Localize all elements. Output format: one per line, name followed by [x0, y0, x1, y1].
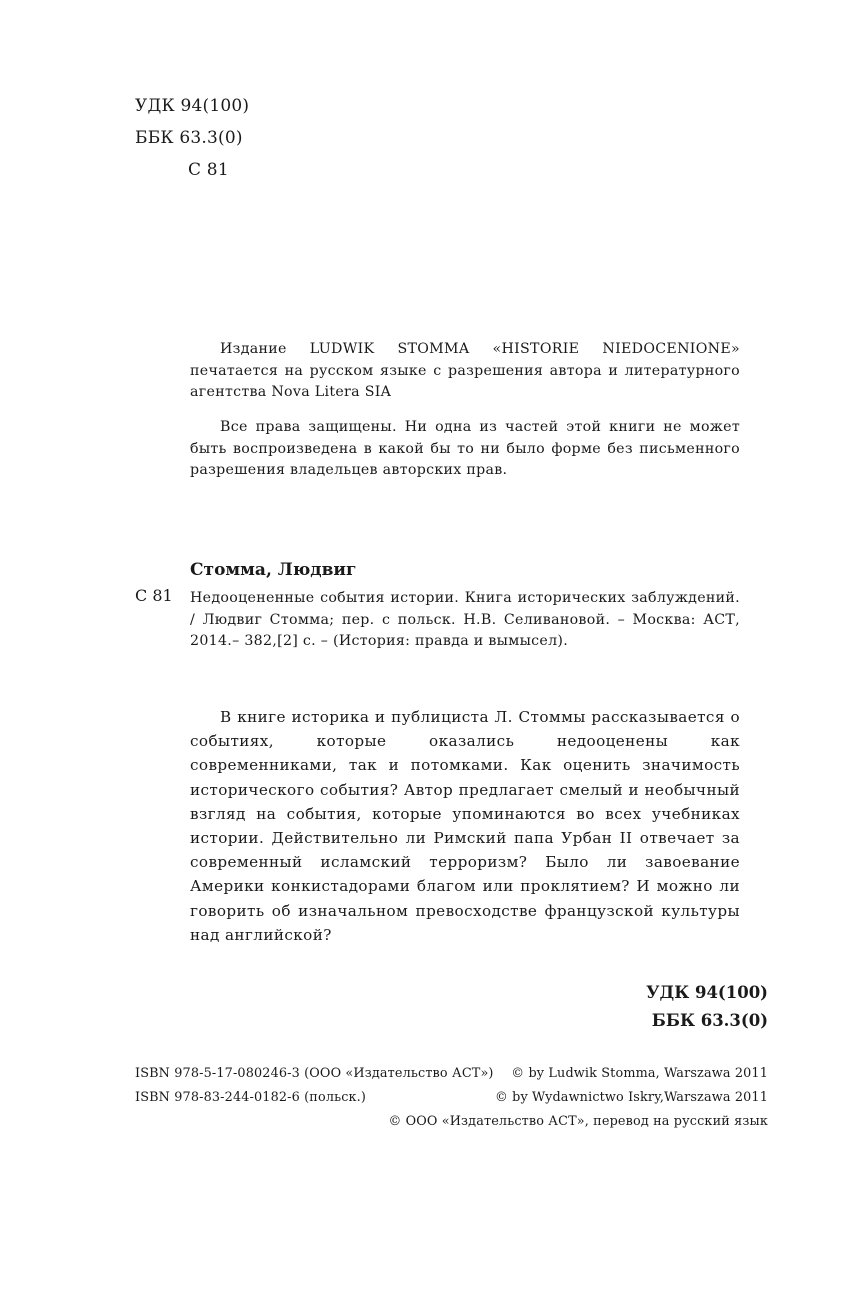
- edition-note: Издание LUDWIK STOMMA «HISTORIE NIEDOCENIONE» печатается на русском языке с разрешения автора и литературного агентства Nova Litera SIA: [190, 341, 740, 400]
- copyright-translation: © ООО «Издательство АСТ», перевод на русский язык: [388, 1114, 768, 1129]
- udk-code-top: УДК 94(100): [135, 96, 250, 116]
- author-mark-bib: С 81: [135, 586, 173, 605]
- isbn-polish: ISBN 978-83-244-0182-6 (польск.): [135, 1090, 367, 1105]
- isbn-russian: ISBN 978-5-17-080246-3 (ООО «Издательство АСТ»): [135, 1066, 494, 1081]
- copyright-author: © by Ludwik Stomma, Warszawa 2011: [511, 1066, 768, 1081]
- author-heading: Стомма, Людвиг: [190, 560, 357, 580]
- rights-note: Все права защищены. Ни одна из частей этой книги не может быть воспроизведена в какой бы то ни было форме без письменного разрешения владельцев авторских прав.: [190, 419, 740, 478]
- bbk-code-bottom: ББК 63.3(0): [651, 1011, 768, 1030]
- udk-code-bottom: УДК 94(100): [646, 983, 768, 1002]
- bibliographic-record: Недооцененные события истории. Книга исторических заблуждений. / Людвиг Стомма; пер. с польск. Н.В. Селивановой. – Москва: АСТ, 2014.– 382,[2] с. – (История: правда и вымысел).: [190, 590, 740, 649]
- copyright-polish-publisher: © by Wydawnictwo Iskry,Warszawa 2011: [494, 1090, 768, 1105]
- annotation: В книге историка и публициста Л. Стоммы рассказывается о событиях, которые оказались недооценены как современниками, так и потомками. Как оценить значимость исторического события? Автор предлагает смелый и необычный взгляд на события, которые упоминаются во всех учебниках истории. Действительно ли Римский папа Урбан II отвечает за современный исламский терроризм? Было ли завоевание Америки конкистадорами благом или проклятием? И можно ли говорить об изначальном превосходстве французской культуры над английской?: [190, 708, 740, 944]
- bbk-code-top: ББК 63.3(0): [135, 128, 243, 148]
- author-mark-top: С 81: [188, 160, 229, 180]
